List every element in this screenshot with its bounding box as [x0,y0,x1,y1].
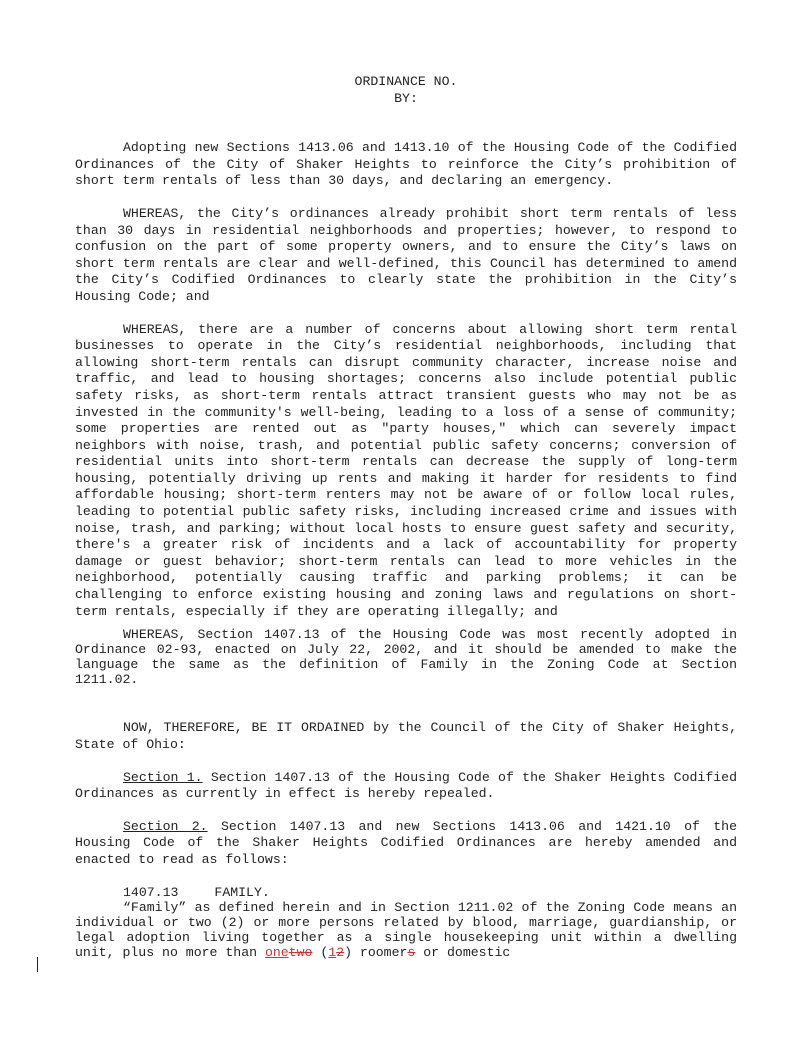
sponsor-line: BY: [394,90,418,106]
paren-close-roomer: ) roomer [344,944,408,960]
family-definition [75,901,737,960]
family-section-title: FAMILY. [214,884,270,900]
ordained-paragraph: NOW, THEREFORE, BE IT ORDAINED by the Council of the City of Shaker Heights, State of Ohio: [75,720,737,752]
section-1-text: Section 1407.13 of the Housing Code of the Shaker Heights Codified Ordinances as currently in effect is hereby repealed. [75,769,737,802]
deleted-letter-s: s [407,944,416,960]
title-paragraph: Adopting new Sections 1413.06 and 1413.10 of the Housing Code of the Codified Ordinances of the City of Shaker Heights to reinforce the City’s prohibition of short term rentals of less than 30 days, and declaring an emergency. [75,140,737,189]
family-section-number: 1407.13 [123,884,179,900]
section-2-paragraph [75,819,737,869]
deleted-digit-2: 2 [336,944,345,960]
whereas-paragraph-1: WHEREAS, the City’s ordinances already prohibit short term rentals of less than 30 days in residential neighborhoods and properties; however, to respond to confusion on the part of some property owners, and to ensure the City’s laws on short term rentals are clear and well-defined, this Council has determined to amend the City’s Codified Ordinances to clearly state the prohibition in the City’s Housing Code; and [75,205,737,304]
family-definition-text: “Family” as defined herein and in Section 1211.02 of the Zoning Code means an individual or two (2) or more persons related by blood, marriage, guardianship, or legal adoption living together as a single housekeeping unit within a dwelling unit, plus no more than [75,900,737,960]
section-2-text: Section 1407.13 and new Sections 1413.06 and 1421.10 of the Housing Code of the Shaker Heights Codified Ordinances are hereby amended and enacted to read as follows: [75,818,738,867]
whereas-paragraph-2: WHEREAS, there are a number of concerns about allowing short term rental businesses to operate in the City’s residential neighborhoods, including that allowing short-term rentals can disrupt community character, increase noise and traffic, and lead to housing shortages; concerns also include potential public safety risks, as short-term rentals attract transient guests who may not be as invested in the community's well-being, leading to a loss of a sense of community; some properties are rented out as "party houses," which can severely impact neighbors with noise, trash, and potential public safety concerns; conversion of residential units into short-term rentals can decrease the supply of long-term housing, potentially driving up rents and making it harder for residents to find affordable housing; short-term renters may not be aware of or follow local rules, leading to potential public safety risks, including increased crime and issues with noise, trash, and parking; without local hosts to ensure guest safety and security, there's a greater risk of incidents and a lack of accountability for property damage or guest behavior; short-term rentals can lead to more vehicles in the neighborhood, potentially causing traffic and parking problems; it can be challenging to enforce existing housing and zoning laws and regulations on short-term rentals, especially if they are operating illegally; and [75,321,737,619]
document-page [75,74,737,960]
section-1-label: Section 1. [123,769,203,785]
section-2-label: Section 2. [123,818,208,834]
paren-open: ( [312,944,329,960]
family-definition-tail: or domestic [415,944,511,960]
whereas-paragraph-3: WHEREAS, Section 1407.13 of the Housing Code was most recently adopted in Ordinance 02-93, enacted on July 22, 2002, and it should be amended to make the language the same as the definition of Family in the Zoning Code at Section 1211.02. [75,627,737,687]
change-bar-marker [37,957,38,972]
inserted-word-one: one [264,944,289,960]
family-section-heading [75,885,737,902]
deleted-word-two: two [288,944,313,960]
inserted-digit-1: 1 [328,944,337,960]
section-1-paragraph [75,770,737,803]
ordinance-number: ORDINANCE NO. [354,74,458,89]
